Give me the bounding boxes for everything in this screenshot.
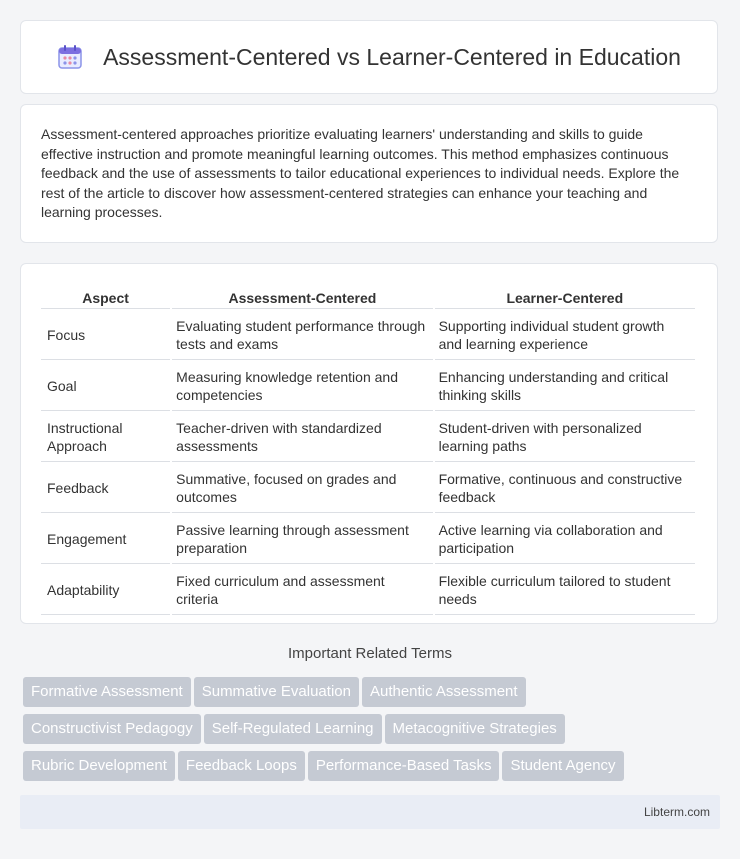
table-cell: Measuring knowledge retention and competencies: [172, 362, 432, 411]
table-row: [41, 515, 695, 564]
page-title: Assessment-Centered vs Learner-Centered in Education: [103, 43, 681, 70]
tag-authentic-assessment[interactable]: Authentic Assessment: [362, 677, 526, 707]
table-cell: Passive learning through assessment preparation: [172, 515, 432, 564]
table-header-row: [41, 286, 695, 309]
table-cell: Teacher-driven with standardized assessments: [172, 413, 432, 462]
intro-card: [20, 104, 718, 243]
tag-constructivist-pedagogy[interactable]: Constructivist Pedagogy: [23, 714, 201, 744]
table-cell: Enhancing understanding and critical thinking skills: [435, 362, 695, 411]
table-row: [41, 566, 695, 615]
related-terms-title: Important Related Terms: [288, 645, 452, 662]
table-cell-aspect: Engagement: [41, 515, 170, 564]
header-learner-centered: Learner-Centered: [435, 286, 695, 309]
tag-performance-based-tasks[interactable]: Performance-Based Tasks: [308, 751, 500, 781]
tag-feedback-loops[interactable]: Feedback Loops: [178, 751, 305, 781]
header-card: [20, 20, 718, 94]
table-row: [41, 464, 695, 513]
tag-summative-evaluation[interactable]: Summative Evaluation: [194, 677, 359, 707]
tag-formative-assessment[interactable]: Formative Assessment: [23, 677, 191, 707]
tag-student-agency[interactable]: Student Agency: [502, 751, 623, 781]
header-assessment-centered: Assessment-Centered: [172, 286, 432, 309]
table-cell: Supporting individual student growth and learning experience: [435, 311, 695, 360]
header-aspect: Aspect: [41, 286, 170, 309]
table-row: [41, 311, 695, 360]
table-cell: Summative, focused on grades and outcomes: [172, 464, 432, 513]
table-cell: Fixed curriculum and assessment criteria: [172, 566, 432, 615]
table-row: [41, 362, 695, 411]
related-terms-list: [23, 677, 723, 788]
tag-metacognitive-strategies[interactable]: Metacognitive Strategies: [385, 714, 565, 744]
table-cell: Evaluating student performance through tests and exams: [172, 311, 432, 360]
tag-self-regulated-learning[interactable]: Self-Regulated Learning: [204, 714, 382, 744]
table-cell-aspect: Feedback: [41, 464, 170, 513]
table-cell-aspect: Instructional Approach: [41, 413, 170, 462]
table-cell: Flexible curriculum tailored to student needs: [435, 566, 695, 615]
table-cell: Student-driven with personalized learning paths: [435, 413, 695, 462]
table-row: [41, 413, 695, 462]
intro-text: Assessment-centered approaches prioritize evaluating learners' understanding and skills to guide effective instruction and promote meaningful learning outcomes. This method emphasizes continuous feedback and the use of assessments to tailor educational experiences to individual needs. Explore the rest of the article to discover how assessment-centered strategies can enhance your teaching and learning processes.: [41, 126, 680, 221]
table-cell-aspect: Adaptability: [41, 566, 170, 615]
comparison-table: [39, 284, 697, 617]
comparison-card: [20, 263, 718, 624]
footer: [20, 795, 720, 829]
table-cell: Formative, continuous and constructive feedback: [435, 464, 695, 513]
table-cell-aspect: Focus: [41, 311, 170, 360]
table-cell-aspect: Goal: [41, 362, 170, 411]
footer-site-link[interactable]: Libterm.com: [643, 805, 710, 819]
table-cell: Active learning via collaboration and participation: [435, 515, 695, 564]
tag-rubric-development[interactable]: Rubric Development: [23, 751, 175, 781]
calendar-icon: [57, 44, 83, 70]
